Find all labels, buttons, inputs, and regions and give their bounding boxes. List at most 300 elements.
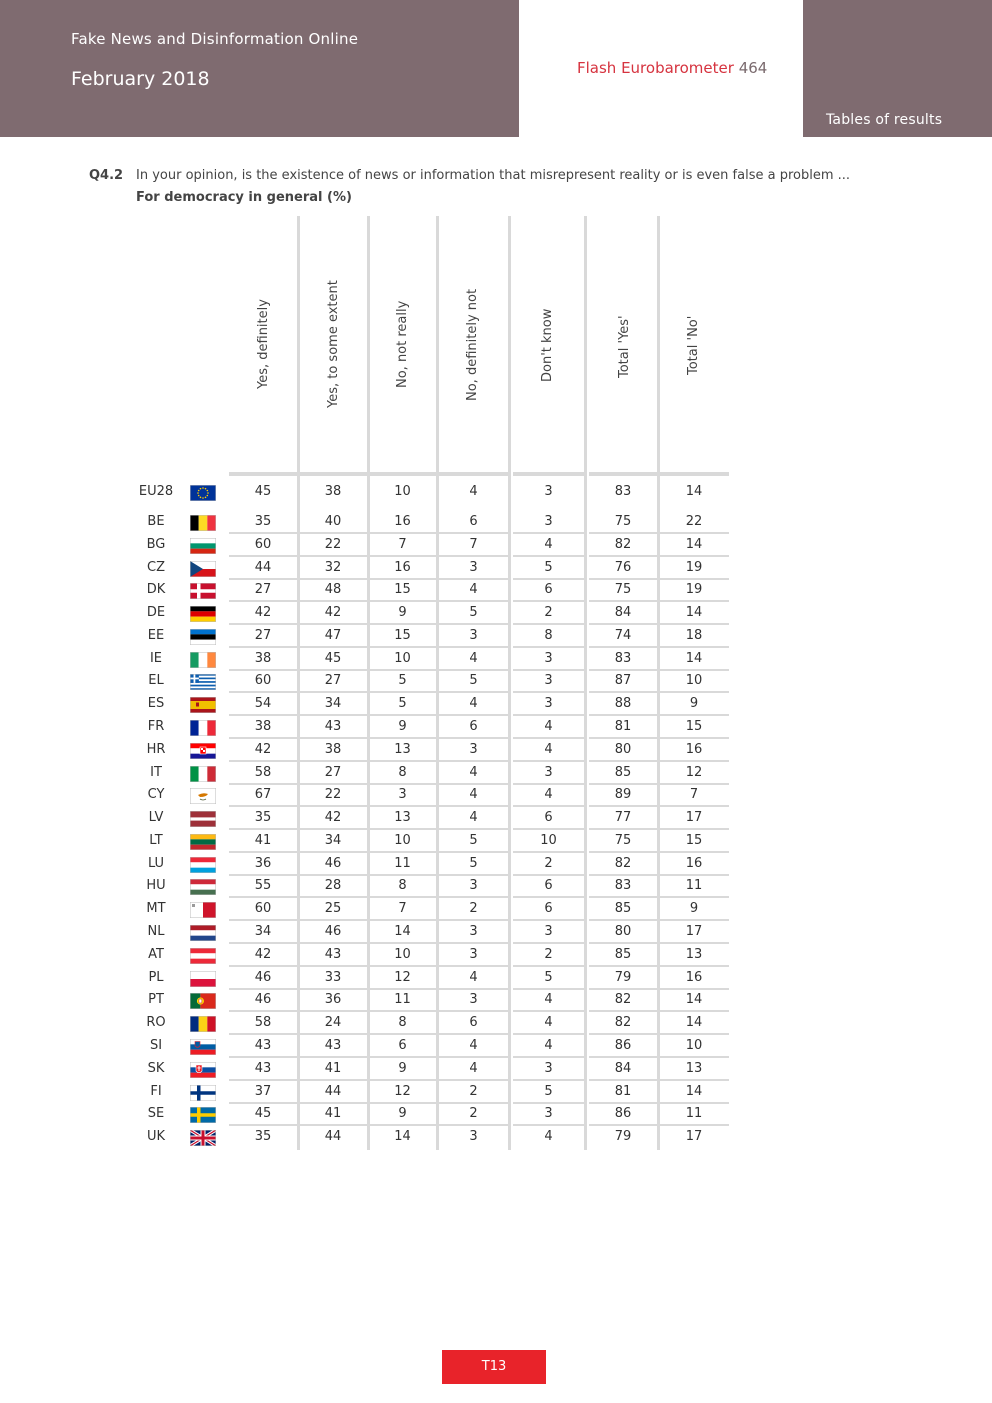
value-cell: 9	[689, 901, 699, 917]
estonia-flag-icon	[190, 629, 216, 645]
value-cell: 82	[614, 536, 632, 552]
value-cell: 4	[469, 650, 478, 666]
value-cell: 46	[254, 969, 272, 985]
uk-flag-icon	[190, 1130, 216, 1146]
value-cell: 18	[685, 627, 703, 643]
value-cell: 6	[398, 1037, 407, 1053]
value-cell: 10	[540, 832, 557, 848]
austria-flag-icon	[190, 948, 216, 964]
table-row	[0, 762, 992, 784]
value-cell: 42	[324, 810, 342, 826]
value-cell: 14	[685, 1083, 703, 1099]
country-code: IT	[150, 764, 162, 780]
value-cell: 11	[685, 878, 703, 894]
country-code: CZ	[147, 559, 165, 575]
value-cell: 87	[614, 673, 632, 689]
value-cell: 15	[394, 627, 411, 643]
table-row	[0, 1103, 992, 1125]
value-cell: 13	[394, 810, 411, 826]
value-cell: 36	[324, 992, 342, 1008]
value-cell: 44	[324, 1083, 342, 1099]
value-cell: 7	[398, 901, 407, 917]
value-cell: 43	[324, 946, 342, 962]
table-row	[0, 967, 992, 989]
value-cell: 10	[394, 832, 411, 848]
value-cell: 85	[614, 901, 632, 917]
country-code: EL	[148, 673, 164, 689]
value-cell: 9	[398, 719, 407, 735]
value-cell: 79	[614, 969, 632, 985]
value-cell: 4	[469, 787, 478, 803]
value-cell: 4	[469, 810, 478, 826]
report-date: February 2018	[71, 68, 210, 90]
value-cell: 3	[544, 764, 553, 780]
value-cell: 4	[544, 787, 553, 803]
value-cell: 22	[324, 787, 342, 803]
value-cell: 3	[469, 1129, 478, 1145]
value-cell: 10	[685, 1037, 703, 1053]
survey-number: 464	[738, 59, 768, 77]
value-cell: 44	[324, 1129, 342, 1145]
value-cell: 14	[685, 536, 703, 552]
value-cell: 19	[685, 559, 703, 575]
value-cell: 79	[614, 1129, 632, 1145]
value-cell: 38	[324, 484, 342, 499]
country-code: RO	[146, 1015, 166, 1031]
row-rule	[299, 474, 367, 476]
netherlands-flag-icon	[190, 925, 216, 941]
value-cell: 55	[254, 878, 272, 894]
value-cell: 10	[394, 650, 411, 666]
value-cell: 27	[324, 673, 342, 689]
value-cell: 81	[614, 1083, 632, 1099]
value-cell: 10	[394, 946, 411, 962]
value-cell: 42	[254, 605, 272, 621]
value-cell: 58	[254, 1015, 272, 1031]
value-cell: 82	[614, 1015, 632, 1031]
croatia-flag-icon	[190, 743, 216, 759]
value-cell: 86	[614, 1037, 632, 1053]
table-row	[0, 716, 992, 738]
row-rule	[439, 474, 508, 476]
question-number: Q4.2	[89, 168, 124, 183]
value-cell: 8	[398, 878, 407, 894]
portugal-flag-icon	[190, 993, 216, 1009]
value-cell: 47	[324, 627, 342, 643]
value-cell: 77	[614, 810, 632, 826]
row-rule	[229, 474, 297, 476]
value-cell: 5	[469, 855, 478, 871]
ireland-flag-icon	[190, 652, 216, 668]
value-cell: 17	[685, 810, 703, 826]
header-banner-right	[803, 0, 992, 137]
value-cell: 10	[394, 484, 411, 499]
value-cell: 80	[614, 924, 632, 940]
value-cell: 11	[394, 992, 411, 1008]
value-cell: 3	[469, 946, 478, 962]
value-cell: 5	[398, 696, 407, 712]
value-cell: 85	[614, 764, 632, 780]
value-cell: 7	[689, 787, 699, 803]
value-cell: 84	[614, 1060, 632, 1076]
value-cell: 5	[469, 605, 478, 621]
row-rule	[369, 474, 436, 476]
finland-flag-icon	[190, 1085, 216, 1101]
value-cell: 6	[544, 810, 553, 826]
table-row	[0, 1012, 992, 1034]
value-cell: 60	[254, 536, 272, 552]
value-cell: 6	[469, 719, 478, 735]
value-cell: 3	[544, 484, 553, 499]
value-cell: 7	[398, 536, 407, 552]
value-cell: 4	[469, 1060, 478, 1076]
value-cell: 4	[469, 582, 478, 598]
section-label: Tables of results	[826, 112, 943, 128]
value-cell: 85	[614, 946, 632, 962]
value-cell: 5	[544, 1083, 553, 1099]
poland-flag-icon	[190, 971, 216, 987]
value-cell: 14	[394, 1129, 411, 1145]
value-cell: 16	[685, 855, 703, 871]
country-code: EE	[147, 627, 165, 643]
value-cell: 3	[544, 924, 553, 940]
value-cell: 38	[254, 719, 272, 735]
value-cell: 17	[685, 924, 703, 940]
value-cell: 84	[614, 605, 632, 621]
table-row	[0, 989, 992, 1011]
value-cell: 3	[469, 924, 478, 940]
italy-flag-icon	[190, 766, 216, 782]
row-rule	[589, 474, 657, 476]
value-cell: 2	[469, 1106, 478, 1122]
value-cell: 40	[324, 514, 342, 529]
value-cell: 4	[544, 1129, 553, 1145]
value-cell: 75	[614, 832, 632, 848]
value-cell: 42	[254, 946, 272, 962]
value-cell: 46	[254, 992, 272, 1008]
value-cell: 7	[469, 536, 478, 552]
value-cell: 6	[544, 878, 553, 894]
value-cell: 28	[324, 878, 342, 894]
malta-flag-icon	[190, 902, 216, 918]
value-cell: 2	[544, 605, 553, 621]
country-code: LU	[147, 855, 165, 871]
value-cell: 43	[324, 719, 342, 735]
czechia-flag-icon	[190, 561, 216, 577]
value-cell: 22	[685, 514, 703, 529]
row-rule	[659, 474, 729, 476]
value-cell: 3	[469, 559, 478, 575]
bulgaria-flag-icon	[190, 538, 216, 554]
greece-flag-icon	[190, 674, 216, 690]
value-cell: 14	[685, 605, 703, 621]
value-cell: 3	[544, 673, 553, 689]
table-row	[0, 830, 992, 852]
value-cell: 3	[544, 696, 553, 712]
country-code: HU	[146, 878, 166, 894]
value-cell: 14	[394, 924, 411, 940]
country-code: FI	[150, 1083, 162, 1099]
table-row	[0, 1058, 992, 1080]
value-cell: 42	[254, 741, 272, 757]
table-row	[0, 875, 992, 897]
table-row	[0, 1081, 992, 1103]
germany-flag-icon	[190, 606, 216, 622]
country-code: SI	[149, 1037, 163, 1053]
value-cell: 16	[685, 741, 703, 757]
value-cell: 15	[685, 832, 703, 848]
value-cell: 3	[469, 878, 478, 894]
value-cell: 33	[324, 969, 342, 985]
column-header: No, not really	[395, 300, 410, 388]
country-code: PL	[148, 969, 164, 985]
value-cell: 38	[324, 741, 342, 757]
value-cell: 27	[254, 627, 272, 643]
value-cell: 5	[544, 559, 553, 575]
value-cell: 4	[469, 969, 478, 985]
value-cell: 34	[324, 696, 342, 712]
value-cell: 5	[398, 673, 407, 689]
row-rule	[513, 474, 584, 476]
eu-flag-icon	[190, 485, 216, 501]
value-cell: 43	[254, 1037, 272, 1053]
value-cell: 14	[685, 1015, 703, 1031]
table-row	[0, 1126, 992, 1148]
value-cell: 22	[324, 536, 342, 552]
country-code: UK	[146, 1129, 166, 1145]
value-cell: 82	[614, 855, 632, 871]
country-code: LT	[149, 832, 163, 848]
country-code: ES	[147, 696, 165, 712]
country-code: HR	[146, 741, 166, 757]
country-code: FR	[147, 719, 165, 735]
value-cell: 10	[685, 673, 703, 689]
table-row	[0, 898, 992, 920]
value-cell: 15	[394, 582, 411, 598]
value-cell: 3	[469, 992, 478, 1008]
value-cell: 3	[469, 627, 478, 643]
value-cell: 16	[685, 969, 703, 985]
country-code: DK	[146, 582, 166, 598]
value-cell: 46	[324, 924, 342, 940]
value-cell: 48	[324, 582, 342, 598]
country-code: PT	[148, 992, 164, 1008]
value-cell: 4	[544, 1037, 553, 1053]
value-cell: 12	[394, 1083, 411, 1099]
column-header: Don't know	[540, 308, 555, 382]
value-cell: 3	[544, 1106, 553, 1122]
table-row	[0, 784, 992, 806]
value-cell: 76	[614, 559, 632, 575]
value-cell: 13	[394, 741, 411, 757]
value-cell: 35	[254, 1129, 272, 1145]
luxembourg-flag-icon	[190, 857, 216, 873]
value-cell: 89	[614, 787, 632, 803]
country-code: DE	[146, 605, 166, 621]
country-code: EU28	[138, 484, 174, 499]
value-cell: 5	[469, 673, 478, 689]
value-cell: 80	[614, 741, 632, 757]
denmark-flag-icon	[190, 583, 216, 599]
table-row	[0, 739, 992, 761]
value-cell: 34	[254, 924, 272, 940]
table-row	[0, 670, 992, 692]
country-code: SK	[147, 1060, 165, 1076]
value-cell: 37	[254, 1083, 272, 1099]
report-title: Fake News and Disinformation Online	[71, 30, 359, 48]
value-cell: 81	[614, 719, 632, 735]
value-cell: 74	[614, 627, 632, 643]
table-row	[0, 807, 992, 829]
value-cell: 3	[544, 1060, 553, 1076]
slovenia-flag-icon	[190, 1039, 216, 1055]
value-cell: 4	[544, 992, 553, 1008]
hungary-flag-icon	[190, 879, 216, 895]
value-cell: 4	[544, 1015, 553, 1031]
cyprus-flag-icon	[190, 788, 216, 804]
value-cell: 8	[398, 764, 407, 780]
table-row	[0, 534, 992, 556]
value-cell: 6	[469, 1015, 478, 1031]
value-cell: 3	[398, 787, 407, 803]
table-row	[0, 557, 992, 579]
value-cell: 4	[544, 741, 553, 757]
value-cell: 38	[254, 650, 272, 666]
country-code: BE	[147, 514, 165, 529]
sweden-flag-icon	[190, 1107, 216, 1123]
value-cell: 25	[324, 901, 342, 917]
value-cell: 46	[324, 855, 342, 871]
value-cell: 8	[398, 1015, 407, 1031]
value-cell: 3	[544, 650, 553, 666]
value-cell: 35	[254, 514, 272, 529]
value-cell: 60	[254, 673, 272, 689]
value-cell: 13	[685, 1060, 703, 1076]
country-code: IE	[149, 650, 163, 666]
value-cell: 9	[689, 696, 699, 712]
value-cell: 2	[544, 946, 553, 962]
value-cell: 86	[614, 1106, 632, 1122]
value-cell: 6	[544, 901, 553, 917]
country-code: LV	[148, 810, 164, 826]
table-row	[0, 511, 992, 533]
table-row	[0, 944, 992, 966]
value-cell: 9	[398, 1106, 407, 1122]
value-cell: 5	[469, 832, 478, 848]
question-text: In your opinion, is the existence of news or information that misrepresent reality or is even false a problem ...	[136, 168, 851, 183]
value-cell: 32	[324, 559, 342, 575]
value-cell: 58	[254, 764, 272, 780]
latvia-flag-icon	[190, 811, 216, 827]
value-cell: 12	[685, 764, 703, 780]
value-cell: 12	[394, 969, 411, 985]
value-cell: 3	[544, 514, 553, 529]
value-cell: 4	[469, 696, 478, 712]
value-cell: 43	[324, 1037, 342, 1053]
value-cell: 24	[324, 1015, 342, 1031]
table-row	[0, 1035, 992, 1057]
header-banner-left	[0, 0, 519, 137]
value-cell: 83	[614, 878, 632, 894]
question-subtitle: For democracy in general (%)	[136, 190, 352, 205]
value-cell: 9	[398, 1060, 407, 1076]
value-cell: 14	[685, 992, 703, 1008]
value-cell: 2	[469, 901, 478, 917]
value-cell: 11	[685, 1106, 703, 1122]
country-code: CY	[147, 787, 165, 803]
country-code: SE	[147, 1106, 165, 1122]
value-cell: 19	[685, 582, 703, 598]
value-cell: 5	[544, 969, 553, 985]
value-cell: 4	[469, 484, 478, 499]
survey-label	[577, 59, 767, 77]
value-cell: 2	[469, 1083, 478, 1099]
table-row	[0, 648, 992, 670]
value-cell: 27	[324, 764, 342, 780]
page-number: T13	[442, 1350, 546, 1384]
value-cell: 44	[254, 559, 272, 575]
table-row	[0, 853, 992, 875]
table-row	[0, 921, 992, 943]
country-code: BG	[146, 536, 166, 552]
value-cell: 60	[254, 901, 272, 917]
table-row	[0, 481, 992, 503]
lithuania-flag-icon	[190, 834, 216, 850]
value-cell: 45	[324, 650, 342, 666]
value-cell: 14	[685, 650, 703, 666]
value-cell: 4	[544, 719, 553, 735]
value-cell: 67	[254, 787, 272, 803]
value-cell: 83	[614, 484, 632, 499]
value-cell: 45	[254, 484, 272, 499]
value-cell: 16	[394, 559, 411, 575]
value-cell: 27	[254, 582, 272, 598]
value-cell: 41	[324, 1060, 342, 1076]
value-cell: 3	[469, 741, 478, 757]
table-row	[0, 579, 992, 601]
survey-name: Flash Eurobarometer	[577, 59, 734, 77]
value-cell: 6	[544, 582, 553, 598]
table-row	[0, 693, 992, 715]
value-cell: 75	[614, 514, 632, 529]
column-header: Yes, definitely	[256, 299, 271, 389]
value-cell: 9	[398, 605, 407, 621]
value-cell: 16	[394, 514, 411, 529]
value-cell: 35	[254, 810, 272, 826]
column-header: No, definitely not	[465, 288, 480, 401]
value-cell: 75	[614, 582, 632, 598]
value-cell: 15	[685, 719, 703, 735]
spain-flag-icon	[190, 697, 216, 713]
france-flag-icon	[190, 720, 216, 736]
column-header: Total 'Yes'	[617, 315, 632, 378]
value-cell: 14	[685, 484, 703, 499]
value-cell: 13	[685, 946, 703, 962]
value-cell: 11	[394, 855, 411, 871]
country-code: NL	[147, 924, 165, 940]
value-cell: 88	[614, 696, 632, 712]
value-cell: 36	[254, 855, 272, 871]
value-cell: 4	[544, 536, 553, 552]
value-cell: 4	[469, 1037, 478, 1053]
romania-flag-icon	[190, 1016, 216, 1032]
value-cell: 41	[324, 1106, 342, 1122]
value-cell: 82	[614, 992, 632, 1008]
value-cell: 45	[254, 1106, 272, 1122]
value-cell: 34	[324, 832, 342, 848]
value-cell: 17	[685, 1129, 703, 1145]
value-cell: 42	[324, 605, 342, 621]
